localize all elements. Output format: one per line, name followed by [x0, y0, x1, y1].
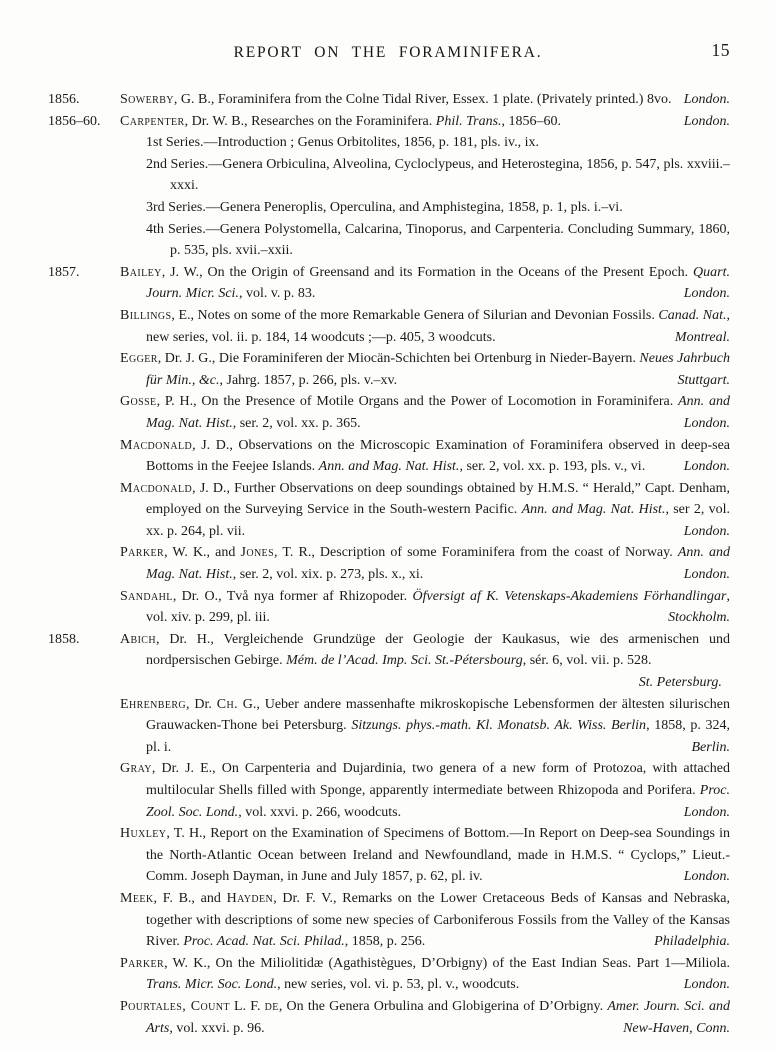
journal-title: Phil. Trans.: [435, 113, 502, 129]
journal-title: Ann. and Mag. Nat. Hist.: [318, 459, 460, 475]
author-name: Bailey: [120, 264, 162, 280]
work-entry: [120, 478, 730, 543]
entry-text: G., Ueber andere massenhafte mikroskopische Lebensformen der ältesten silurischen Grauwacken-Thone bei Petersburg.: [146, 696, 730, 734]
place-of-publication: London.: [683, 92, 730, 107]
entry-text: , new series, vol. ii. p. 184, 14 woodcuts ;—p. 405, 3 woodcuts.: [146, 307, 730, 345]
entry-text: , 1858, p. 256.: [344, 934, 426, 950]
entry-text: L. F.: [229, 998, 265, 1014]
place-of-publication: Berlin.: [691, 739, 730, 755]
author-name: Macdonald: [120, 480, 193, 496]
entry-text: , Dr.: [186, 696, 217, 712]
entry-text: , Jahrg. 1857, p. 266, pls. v.–xv.: [219, 372, 398, 388]
works-list: [120, 629, 730, 1039]
bibliography: [48, 89, 730, 1039]
entry-text: , J. D., Further Observations on deep soundings obtained by H.M.S. “ Herald,” Capt. Denham, employed on the Surveying Service in the South-western Pacific.: [146, 480, 730, 518]
work-entry: [120, 953, 730, 996]
place-of-publication: London.: [683, 804, 730, 820]
entry-text: , ser. 2, vol. xx. p. 365.: [232, 415, 361, 431]
place-of-publication: Montreal.: [674, 329, 730, 345]
entry-text: , new series, vol. vi. p. 53, pl. v., woodcuts.: [277, 977, 520, 993]
place-of-publication: London.: [683, 567, 730, 583]
entry-text: , W. K., and: [164, 545, 241, 561]
year-label: 1857.: [48, 264, 80, 280]
author-name: Ehrenberg: [120, 696, 187, 712]
place-of-publication: Philadelphia.: [654, 934, 730, 950]
author-name: Egger: [120, 351, 158, 367]
work-entry: [120, 89, 730, 111]
entry-text: , J. D., Observations on the Microscopic Examination of Foraminifera observed in deep-sea Bottoms in the Feejee Islands.: [146, 437, 730, 475]
journal-title: Canad. Nat.: [658, 307, 727, 323]
entry-text: , E., Notes on some of the more Remarkable Genera of Silurian and Devonian Fossils.: [171, 307, 659, 323]
place-of-publication: London.: [683, 415, 730, 431]
year-label: 1858.: [48, 631, 80, 647]
journal-title: Mém. de l’Acad. Imp. Sci. St.-Pétersbourg: [286, 653, 523, 669]
work-entry: [120, 586, 730, 629]
entry-text: , T. R., Description of some Foraminifera from the coast of Norway.: [274, 545, 678, 561]
place-of-publication: London.: [683, 286, 730, 302]
entry-text: , T. H., Report on the Examination of Specimens of Bottom.—In Report on Deep-sea Soundings in the North-Atlantic Ocean between Ireland and Newfoundland, made in H.M.S. “ Cyclops,” Lieut.-Comm. Joseph Dayman, in June and July 1857, p. 62, pl. iv.: [146, 826, 730, 885]
year-label: 1856–60.: [48, 113, 101, 129]
series-paragraph: [120, 154, 730, 197]
entry-text: , G. B., Foraminifera from the Colne Tidal River, Essex. 1 plate. (Privately printed.) 8vo.: [173, 92, 672, 107]
author-name: Hayden: [226, 890, 274, 906]
journal-title: Amer. Journ. Sci. and Arts: [146, 998, 730, 1036]
journal-title: Ann. and Mag. Nat. Hist.: [521, 502, 666, 518]
entry-text: , W. K., On the Miliolitidæ (Agathistègues, D’Orbigny) of the East Indian Seas. Part 1—Miliola.: [164, 955, 730, 971]
work-entry: [120, 435, 730, 478]
place-of-publication: Stuttgart.: [677, 372, 730, 388]
work-entry: [120, 348, 730, 391]
entry-text: 2nd Series.—Genera Orbiculina, Alveolina, Cycloclypeus, and Heterostegina, 1856, p. 547, pls. xxviii.–xxxi.: [146, 156, 730, 194]
place-of-publication: New-Haven, Conn.: [623, 1020, 730, 1036]
author-name: Parker: [120, 545, 165, 561]
author-name: Sandahl: [120, 588, 173, 604]
journal-title: Ann. and Mag. Nat. Hist.: [146, 545, 730, 583]
entry-text: 3rd Series.—Genera Peneroplis, Operculina, and Amphistegina, 1858, p. 1, pls. i.–vi.: [146, 199, 623, 215]
work-entry: [120, 629, 730, 694]
page-number: 15: [711, 40, 730, 60]
bib-year-group: [48, 262, 730, 629]
entry-text: , Dr. H., Vergleichende Grundzüge der Geologie der Kaukasus, wie des armenischen und nordpersischen Gebirge.: [146, 631, 730, 669]
entry-text: , Dr. W. B., Researches on the Foraminifera.: [184, 113, 436, 129]
bib-year-group: [48, 89, 730, 111]
work-entry: [120, 823, 730, 888]
entry-text: , J. W., On the Origin of Greensand and its Formation in the Oceans of the Present Epoch.: [161, 264, 694, 280]
page-header: [0, 0, 776, 62]
place-of-publication: London.: [683, 113, 730, 129]
author-name: Huxley: [120, 826, 167, 842]
work-entry: [120, 305, 730, 348]
entry-text: , 1858, p. 324, pl. i.: [146, 718, 730, 755]
entry-text: , sér. 6, vol. vii. p. 528.: [522, 653, 652, 669]
entry-text: , On the Genera Orbulina and Globigerina of D’Orbigny.: [278, 998, 608, 1014]
entry-text: 4th Series.—Genera Polystomella, Calcarina, Tinoporus, and Carpenteria. Concluding Summary, 1860, p. 535, pls. xvii.–xxii.: [146, 221, 730, 259]
author-name: Abich: [120, 631, 157, 647]
author-name: Carpenter: [120, 113, 185, 129]
journal-title: Neues Jahrbuch für Min., &c.: [146, 351, 730, 388]
author-name: Gosse: [120, 394, 157, 410]
entry-text: , vol. xxvi. p. 96.: [169, 1020, 265, 1036]
author-name: Gray: [120, 761, 152, 777]
author-name: Macdonald: [120, 437, 193, 453]
entry-text: , F. B., and: [153, 890, 227, 906]
works-list: [120, 89, 730, 111]
entry-text: , Dr. O., Två nya former af Rhizopoder.: [172, 588, 413, 604]
author-name: Parker: [120, 955, 165, 971]
running-title: REPORT ON THE FORAMINIFERA.: [233, 44, 543, 61]
entry-text: , P. H., On the Presence of Motile Organs and the Power of Locomotion in Foraminifera.: [156, 394, 679, 410]
journal-title: Sitzungs. phys.-math. Kl. Monatsb. Ak. Wiss. Berlin: [351, 718, 647, 734]
journal-title: Quart. Journ. Micr. Sci.: [146, 264, 730, 302]
journal-title: Öfversigt af K. Vetenskaps-Akademiens Förhandlingar: [412, 588, 727, 604]
work-entry: [120, 391, 730, 434]
work-entry: [120, 694, 730, 759]
journal-title: Proc. Zool. Soc. Lond.: [146, 783, 730, 820]
place-of-publication: London.: [683, 977, 730, 993]
place-of-publication: London.: [683, 459, 730, 475]
entry-text: , vol. xxvi. p. 266, woodcuts.: [238, 804, 402, 820]
work-entry: [120, 542, 730, 585]
entry-text: , vol. xiv. p. 299, pl. iii.: [146, 588, 730, 626]
entry-text: , vol. v. p. 83.: [238, 286, 316, 302]
place-of-publication: London.: [683, 523, 730, 539]
works-list: [120, 111, 730, 262]
place-of-publication: Stockholm.: [668, 610, 730, 626]
series-paragraph: [120, 132, 730, 154]
entry-text: , Dr. J. G., Die Foraminiferen der Miocän-Schichten bei Ortenburg in Nieder-Bayern.: [157, 351, 640, 367]
works-list: [120, 262, 730, 629]
entry-text: , 1856–60.: [501, 113, 562, 129]
entry-text: , ser 2, vol. xx. p. 264, pl. vii.: [146, 502, 730, 539]
work-entry: [120, 262, 730, 305]
series-paragraph: [120, 219, 730, 262]
journal-title: Trans. Micr. Soc. Lond.: [146, 977, 278, 993]
place-of-publication: London.: [683, 869, 730, 885]
bib-year-group: [48, 629, 730, 1039]
series-paragraph: [120, 197, 730, 219]
work-entry: [120, 111, 730, 133]
entry-text: 1st Series.—Introduction ; Genus Orbitolites, 1856, p. 181, pls. iv., ix.: [146, 135, 540, 151]
work-entry: [120, 888, 730, 953]
author-name: Pourtales, Count: [120, 998, 230, 1014]
year-label: 1856.: [48, 92, 80, 107]
entry-text: , ser. 2, vol. xix. p. 273, pls. x., xi.: [232, 567, 424, 583]
work-entry: [120, 758, 730, 823]
author-name: Ch.: [216, 696, 238, 712]
entry-text: , Dr. J. E., On Carpenteria and Dujardinia, two genera of a new form of Protozoa, with attached multilocular Shells filled with Sponge, apparently intermediate between Rhizopoda and Porifera.: [146, 761, 730, 798]
work-entry: [120, 996, 730, 1039]
bib-year-group: [48, 111, 730, 262]
place-of-publication: St. Petersburg.: [638, 675, 722, 691]
author-name: Sowerby: [120, 92, 174, 107]
author-name: Jones: [240, 545, 275, 561]
author-name: de: [264, 998, 279, 1014]
journal-title: Proc. Acad. Nat. Sci. Philad.: [183, 934, 345, 950]
author-name: Meek: [120, 890, 154, 906]
entry-text: , ser. 2, vol. xx. p. 193, pls. v., vi.: [459, 459, 646, 475]
entry-text: , Dr. F. V., Remarks on the Lower Cretaceous Beds of Kansas and Nebraska, together with descriptions of some new species of Carboniferous Fossils from the Valley of the Kansas River.: [146, 890, 730, 950]
journal-title: Ann. and Mag. Nat. Hist.: [146, 394, 730, 431]
author-name: Billings: [120, 307, 172, 323]
